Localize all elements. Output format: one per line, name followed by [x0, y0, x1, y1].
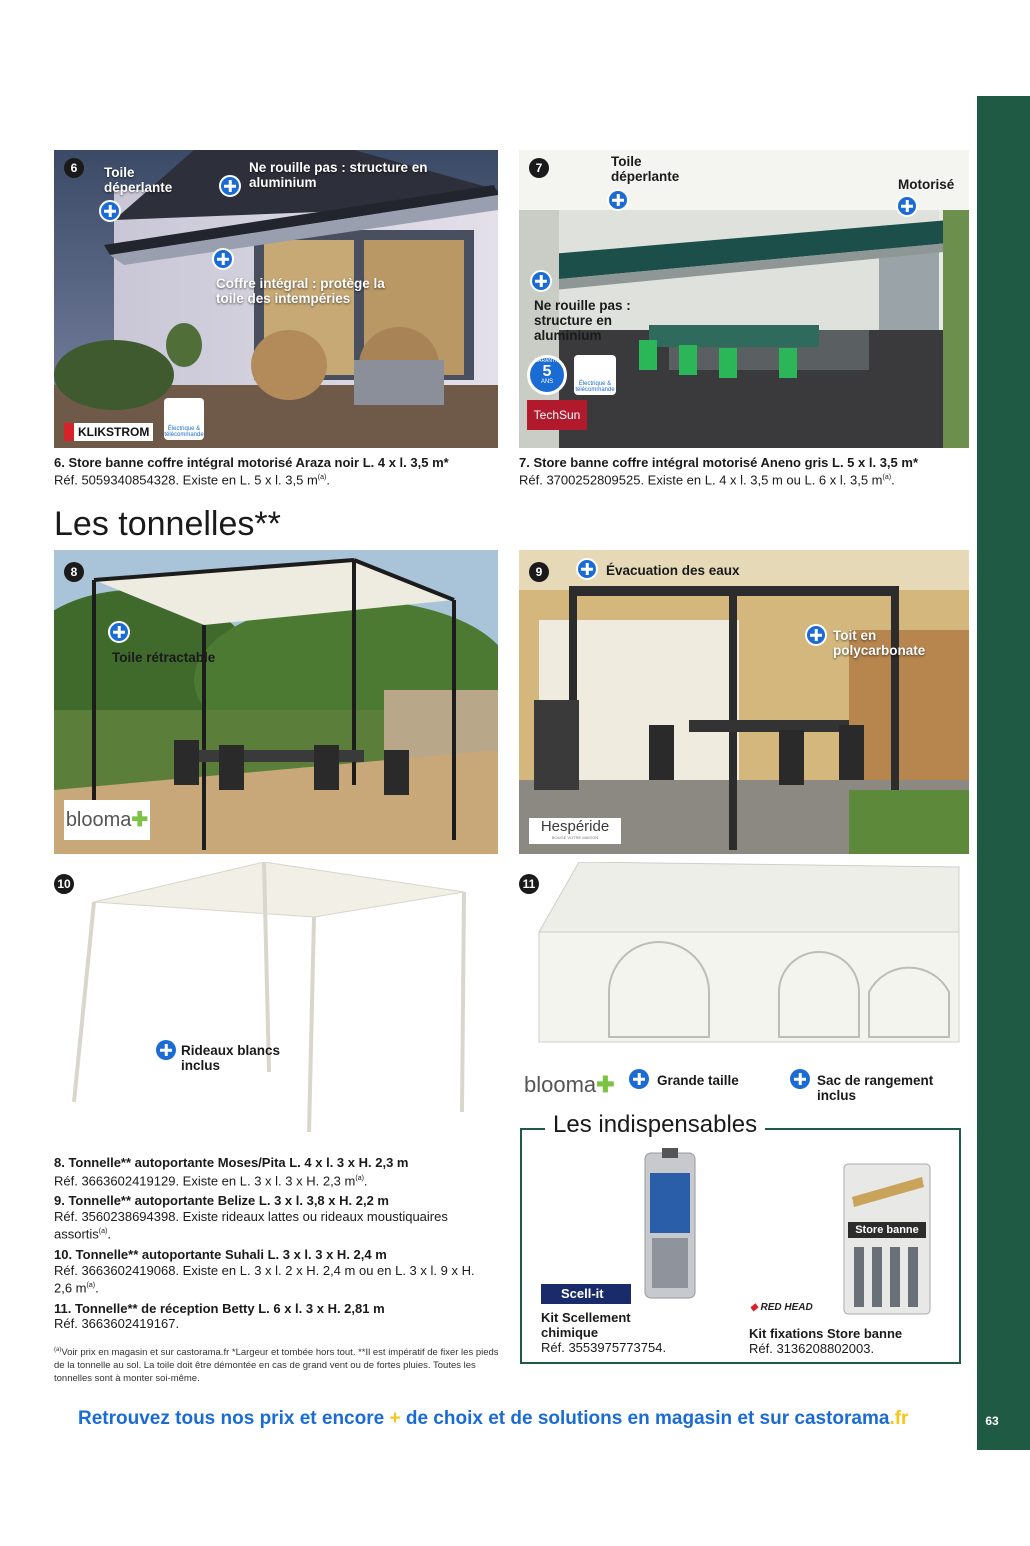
product-11-photo [519, 862, 969, 1112]
tagline-plus-icon: + [389, 1408, 401, 1429]
product-6-callout-toile: Toile déperlante [104, 165, 173, 195]
product-7-warranty-num: 5 [542, 363, 552, 380]
description-9-sup: (a) [98, 1228, 108, 1236]
footnote-sup: (a) [54, 1347, 62, 1353]
product-7-ref: Réf. 3700252809525. Existe en L. 4 x l. 3,5 m ou L. 6 x l. 3,5 m [519, 472, 883, 488]
product-6-caption [54, 455, 504, 487]
product-11-brand-plus-icon: ✚ [596, 1072, 615, 1097]
description-8-ref: Réf. 3663602419129. Existe en L. 3 x l. 3 x H. 2,3 m [54, 1172, 356, 1188]
description-11-title: 11. Tonnelle** de réception Betty L. 6 x l. 3 x H. 2,81 m [54, 1300, 385, 1316]
scellit-name: Kit Scellement chimique [541, 1310, 631, 1340]
product-7-ref-end: . [891, 472, 895, 488]
description-11-ref: Réf. 3663602419167. [54, 1316, 180, 1332]
redhead-name: Kit fixations Store banne [749, 1326, 903, 1341]
indispensables-title: Les indispensables [545, 1111, 765, 1139]
footnote [54, 1344, 504, 1385]
product-9-number: 9 [529, 562, 549, 582]
product-6-plus-icon-2[interactable] [219, 175, 241, 197]
scellit-product-image [640, 1148, 700, 1303]
product-9-plus-icon-2[interactable] [805, 624, 827, 646]
scellit-ref: Réf. 3553975773754. [541, 1340, 667, 1355]
product-6-brand-logo: KLIKSTROM [64, 423, 153, 441]
product-11-plus-icon-2[interactable] [790, 1069, 810, 1089]
redhead-brand-name: RED HEAD [760, 1302, 813, 1313]
product-7-plus-icon-1[interactable] [607, 189, 629, 211]
redhead-product-image [842, 1162, 932, 1317]
product-6-number: 6 [64, 158, 84, 178]
product-11-scene [519, 862, 969, 1062]
product-6-title: 6. Store banne coffre intégral motorisé Araza noir L. 4 x l. 3,5 m* [54, 455, 449, 470]
product-10-photo [54, 862, 498, 1137]
product-7-number: 7 [529, 158, 549, 178]
product-8-photo [54, 550, 498, 854]
product-7-plus-icon-3[interactable] [530, 270, 552, 292]
product-6-photo [54, 150, 498, 448]
product-7-plus-icon-2[interactable] [896, 195, 918, 217]
product-8-brand-name: blooma [65, 809, 132, 831]
product-9-callout-evacuation: Évacuation des eaux [606, 563, 740, 578]
product-6-ref-sup: (a) [317, 474, 327, 481]
side-band [977, 96, 1030, 1450]
product-10-scene [54, 862, 498, 1137]
description-10-sup: (a) [86, 1282, 96, 1290]
description-8-title: 8. Tonnelle** autoportante Moses/Pita L. 4 x l. 3 x H. 2,3 m [54, 1155, 409, 1170]
product-10-plus-icon-1[interactable] [156, 1040, 176, 1060]
product-7-warranty-label: ANS [540, 379, 554, 385]
product-7-caption [519, 455, 969, 487]
product-8-callout-toile: Toile rétractable [112, 650, 216, 665]
product-7-callout-toile: Toile déperlante [611, 154, 680, 184]
description-10-ref: Réf. 3663602419068. Existe en L. 3 x l. 2 x H. 2,4 m ou en L. 3 x l. 9 x H. 2,6 m [54, 1262, 475, 1296]
product-11-number: 11 [519, 874, 539, 894]
description-9-ref: Réf. 3560238694398. Existe rideaux lattes ou rideaux moustiquaires assortis [54, 1208, 448, 1242]
product-7-warranty-top: GARANTIE [534, 358, 560, 364]
redhead-pack-label: Store banne [855, 1224, 919, 1236]
product-10-callout-rideaux: Rideaux blancs inclus [181, 1043, 281, 1073]
product-11-brand-name: blooma [524, 1072, 597, 1097]
product-11-brand-logo [524, 1072, 615, 1098]
product-6-plus-icon-3[interactable] [212, 248, 234, 270]
redhead-logo-icon: ◆ [750, 1302, 761, 1313]
product-8-brand-logo [64, 800, 150, 840]
scellit-brand-logo: Scell-it [541, 1284, 631, 1304]
description-9-title: 9. Tonnelle** autoportante Belize L. 3 x l. 3,8 x H. 2,2 m [54, 1193, 389, 1209]
product-7-photo [519, 150, 969, 448]
product-10-number: 10 [54, 874, 74, 894]
product-11-plus-icon-1[interactable] [629, 1069, 649, 1089]
product-6-ref-end: . [326, 472, 330, 488]
product-7-callout-motorise: Motorisé [898, 177, 955, 192]
product-9-brand-name: Hespéride [540, 818, 610, 835]
product-8-plus-icon-1[interactable] [108, 621, 130, 643]
product-11-callout-sac: Sac de rangement inclus [817, 1073, 934, 1103]
product-6-ref: Réf. 5059340854328. Existe en L. 5 x l. 3,5 m [54, 472, 318, 488]
footnote-text: Voir prix en magasin et sur castorama.fr *Largeur et tombée hors tout. **Il est impératif de fixer les pieds de la tonnelle au sol. La toile doit être démontée en cas de grand vent ou de fortes pluies. Toutes les tonnelles sont à monter soi-même. [54, 1347, 499, 1385]
description-8-sup: (a) [355, 1174, 364, 1182]
redhead-brand-logo [750, 1302, 813, 1313]
product-6-plus-icon-1[interactable] [99, 200, 121, 222]
footer-tagline[interactable] [78, 1408, 908, 1430]
product-6-callout-aluminium: Ne rouille pas : structure en aluminium [249, 160, 428, 190]
product-7-ref-sup: (a) [882, 474, 892, 481]
description-10: 10. Tonnelle** autoportante Suhali L. 3 x l. 3 x H. 2,4 m Réf. 3663602419068. Existe en L. 3 x l. 2 x H. 2,4 m ou en L. 3 x l. 9 x H. 2,6 $m^{(a)}$. [54, 1247, 494, 1296]
section-title: Les tonnelles** [54, 505, 281, 543]
description-11 [54, 1301, 494, 1332]
redhead-caption [749, 1326, 949, 1356]
product-7-remote-badge: Électrique & télécommande [574, 355, 616, 395]
product-7-brand-logo: TechSun [527, 400, 587, 430]
product-8-brand-plus-icon: ✚ [131, 809, 149, 831]
tagline-part2: de choix et de solutions en magasin et sur castorama [400, 1408, 890, 1429]
page-number: 63 [985, 1414, 999, 1428]
product-11-callout-taille: Grande taille [657, 1073, 739, 1088]
product-9-brand-sub: BOUGE VOTRE MAISON [551, 835, 599, 840]
product-9-scene [519, 550, 969, 854]
tagline-tld: .fr [889, 1408, 909, 1429]
product-9-photo [519, 550, 969, 854]
description-8: 8. Tonnelle** autoportante Moses/Pita L. 4 x l. 3 x H. 2,3 m Réf. 3663602419129. Existe en L. 3 x l. 3 x H. 2,3 $m^{(a)}$. [54, 1155, 494, 1188]
product-9-plus-icon-1[interactable] [576, 558, 598, 580]
description-10-title: 10. Tonnelle** autoportante Suhali L. 3 x l. 3 x H. 2,4 m [54, 1247, 387, 1263]
redhead-ref: Réf. 3136208802003. [749, 1341, 875, 1356]
scellit-caption [541, 1310, 701, 1355]
product-9-callout-polycarbonate: Toit en polycarbonate [833, 628, 926, 658]
product-6-callout-coffre: Coffre intégral : protège la toile des intempéries [216, 276, 385, 306]
product-9-brand-logo [529, 818, 621, 844]
tagline-part1: Retrouvez tous nos prix et encore [78, 1408, 390, 1429]
tonnelles-descriptions [54, 1155, 494, 1337]
product-7-warranty-badge [527, 355, 567, 395]
description-9: 9. Tonnelle** autoportante Belize L. 3 x l. 3,8 x H. 2,2 m Réf. 3560238694398. Existe rideaux lattes ou rideaux moustiquaires assortis$^{(a)}$. [54, 1193, 494, 1242]
product-8-number: 8 [64, 562, 84, 582]
product-7-title: 7. Store banne coffre intégral motorisé Aneno gris L. 5 x l. 3,5 m* [519, 455, 919, 470]
product-6-remote-badge: Électrique & télécommande [164, 398, 204, 440]
product-7-callout-aluminium: Ne rouille pas : structure en aluminium [534, 298, 631, 343]
